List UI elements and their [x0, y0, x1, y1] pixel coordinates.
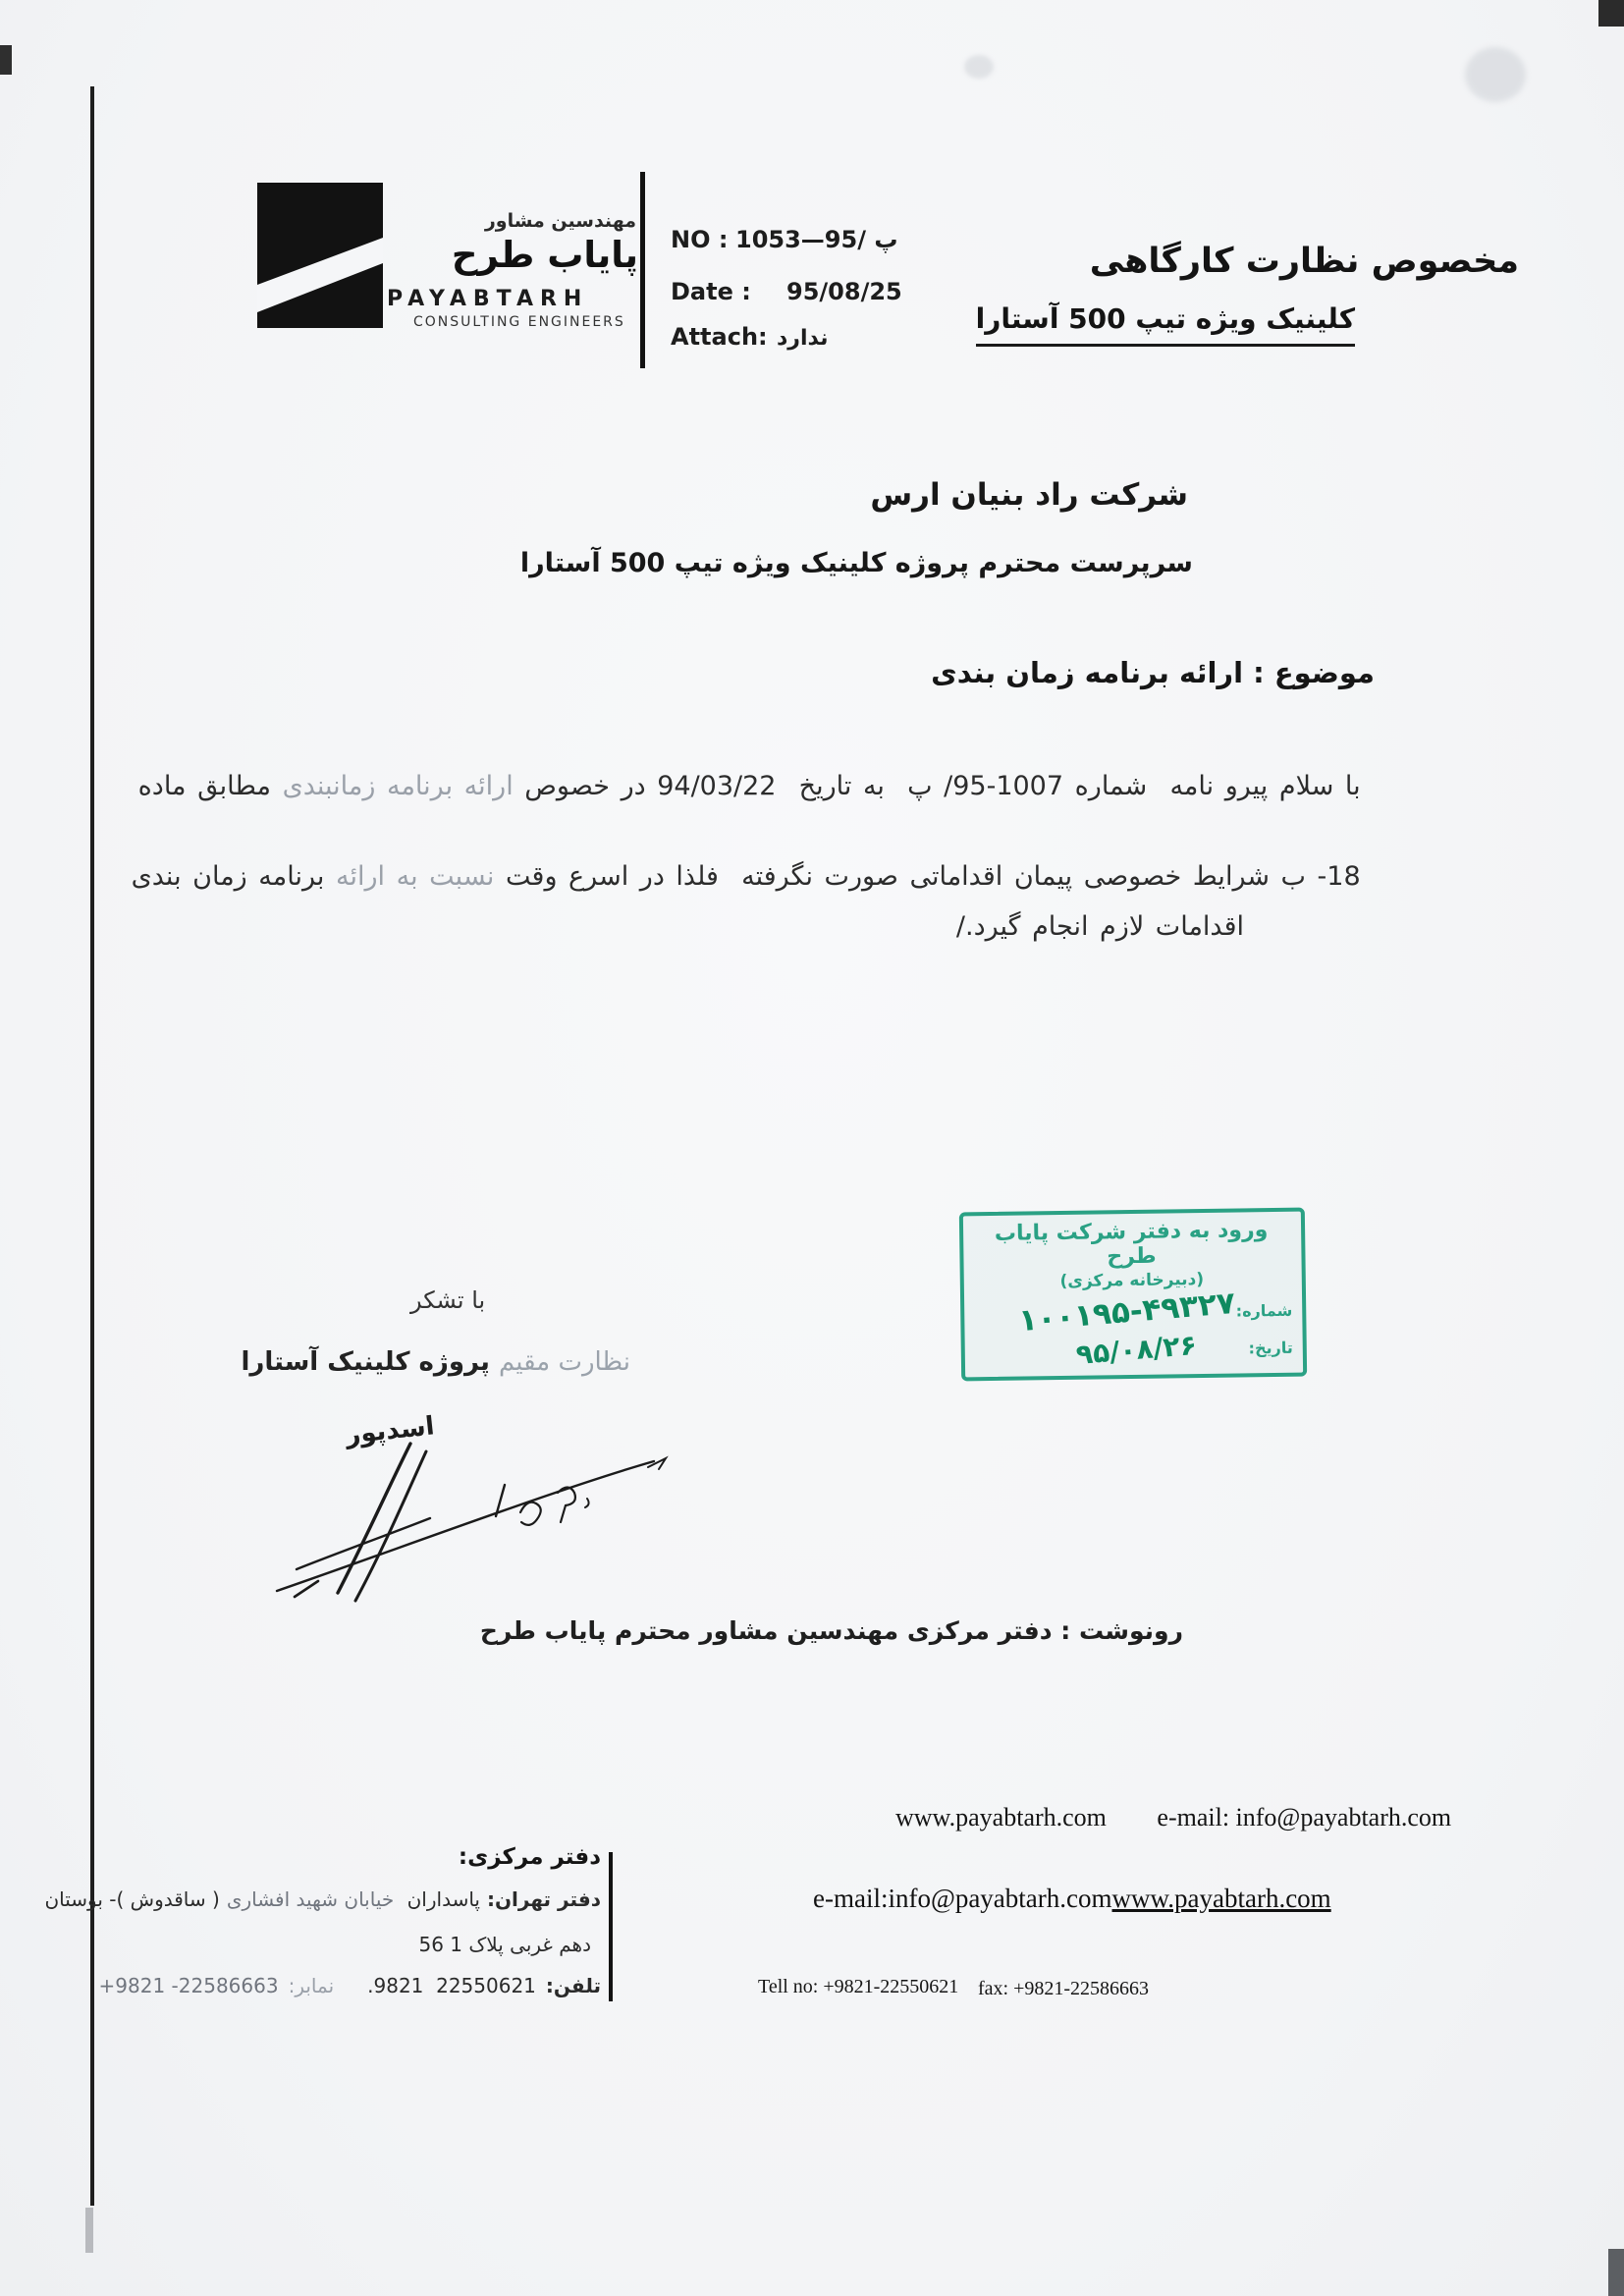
letter-date-label: Date : [671, 278, 751, 305]
footer-website: www.payabtarh.com [895, 1803, 1107, 1831]
stamp-date-label: تاریخ: [1248, 1338, 1293, 1358]
stamp-number-row [972, 1285, 1293, 1339]
body-line-1-text: با سلام پیرو نامه شماره 1007-95/ پ به تاریخ 94/03/22 در خصوص [513, 771, 1361, 801]
body-line-2-text-end: برنامه زمان بندی [131, 861, 336, 892]
logo-persian-name: پایاب طرح [451, 234, 638, 276]
letterhead-project-line: کلینیک ویژه تیپ 500 آستارا [976, 302, 1355, 347]
scan-smudge [1465, 47, 1526, 102]
body-line-2-faded-text: نسبت به ارائه [335, 861, 495, 892]
stamp-number-handwritten: ۱۰۰۱۹۵-۴۹۳۲۷ [1017, 1285, 1237, 1339]
letter-attach-label: Attach: [671, 323, 768, 351]
recipient-company: شرکت راد بنیان ارس [870, 477, 1188, 513]
body-line-2 [132, 831, 1406, 922]
scan-artifact-corner-bottom-right [1608, 2249, 1624, 2296]
stamp-number-label: شماره: [1235, 1300, 1293, 1321]
footer-fax-value: +9821 -22586663 [98, 1974, 279, 1997]
body-line-2-text: 18- ب شرایط خصوصی پیمان اقداماتی صورت نگرفته فلذا در اسرع وقت [494, 861, 1361, 892]
body-line-3: اقدامات لازم انجام گیرد./ [955, 911, 1244, 942]
letter-date-value: 95/08/25 [786, 278, 902, 305]
footer-tehran-addr-a: پاسداران [401, 1887, 480, 1911]
stamp-date-handwritten: ۹۵/۰۸/۲۶ [1074, 1328, 1198, 1372]
company-logo-icon [257, 183, 383, 328]
footer-website-2: www.payabtarh.com [1111, 1884, 1331, 1913]
footer-tel-label: تلفن: [545, 1974, 601, 1997]
recipient-title: سرپرست محترم پروژه کلینیک ویژه تیپ 500 آستارا [519, 548, 1193, 578]
signoff-role [241, 1347, 630, 1377]
signature-scribble [263, 1422, 685, 1613]
footer-web-line-2 [813, 1884, 1331, 1914]
footer-email-2: e-mail:info@payabtarh.com [813, 1884, 1112, 1913]
footer-fax-label: نمابر: [288, 1974, 335, 1997]
subject-line: موضوع : ارائه برنامه زمان بندی [931, 656, 1375, 689]
scan-artifact-corner-top-right [1598, 0, 1624, 27]
footer-address-line-2: دهم غربی پلاک 1 56 [418, 1933, 591, 1956]
secretariat-entry-stamp [959, 1208, 1307, 1382]
footer-tehran-addr-b: ( ساقدوش )- بوستان [44, 1887, 220, 1911]
cc-line: رونوشت : دفتر مرکزی مهندسین مشاور محترم پایاب طرح [479, 1616, 1183, 1645]
body-line-1-text-end: مطابق ماده [137, 771, 283, 801]
footer-fax-english: fax: +9821-22586663 [978, 1978, 1150, 1999]
stamp-title: ورود به دفتر شرکت پایاب طرح [994, 1218, 1269, 1270]
signoff-thanks: با تشکر [410, 1286, 486, 1314]
scan-artifact-left-line-faded [85, 2208, 93, 2253]
logo-latin-name: PAYABTARH [387, 287, 589, 311]
footer-central-office-label: دفتر مرکزی: [458, 1844, 601, 1870]
letter-attach-value: ندارد [777, 326, 829, 351]
footer-tel-english: Tell no: +9821-22550621 [758, 1976, 959, 1997]
footer-tehran-addr-faded: خیابان شهید افشاری [226, 1887, 395, 1911]
letter-number-row [671, 226, 897, 253]
logo-latin-subtitle: CONSULTING ENGINEERS [413, 314, 625, 330]
stamp-subtitle: (دبیرخانه مرکزی) [1059, 1269, 1205, 1292]
footer-web-line-1 [895, 1803, 1451, 1832]
footer-tehran-address [44, 1887, 601, 1911]
footer-tehran-label: دفتر تهران: [486, 1887, 601, 1911]
signoff-role-faded: نظارت مقیم [498, 1347, 630, 1377]
footer-phones-persian [99, 1974, 601, 1997]
letterhead-purpose-line: مخصوص نظارت کارگاهی [1089, 242, 1519, 281]
footer-email: e-mail: info@payabtarh.com [1157, 1803, 1452, 1831]
letter-number-value: پ /95—1053 [735, 226, 898, 253]
signer-handwritten-name: اسدپور [344, 1411, 436, 1450]
letter-attach-row [671, 323, 828, 351]
logo-persian-tagline: مهندسین مشاور [484, 210, 636, 232]
body-line-1-faded-text: ارائه برنامه زمانبندی [282, 771, 514, 801]
footer-divider [609, 1852, 613, 2001]
scan-artifact-corner-top-left [0, 45, 12, 75]
scan-smudge [964, 55, 994, 79]
letter-date-row [671, 278, 902, 305]
body-line-1 [138, 740, 1406, 832]
letter-number-label: NO : [671, 226, 729, 253]
footer-tel-value: .9821 22550621 [367, 1974, 536, 1997]
letterhead-divider [640, 172, 645, 368]
signoff-role-rest: پروژه کلینیک آستارا [241, 1347, 499, 1377]
